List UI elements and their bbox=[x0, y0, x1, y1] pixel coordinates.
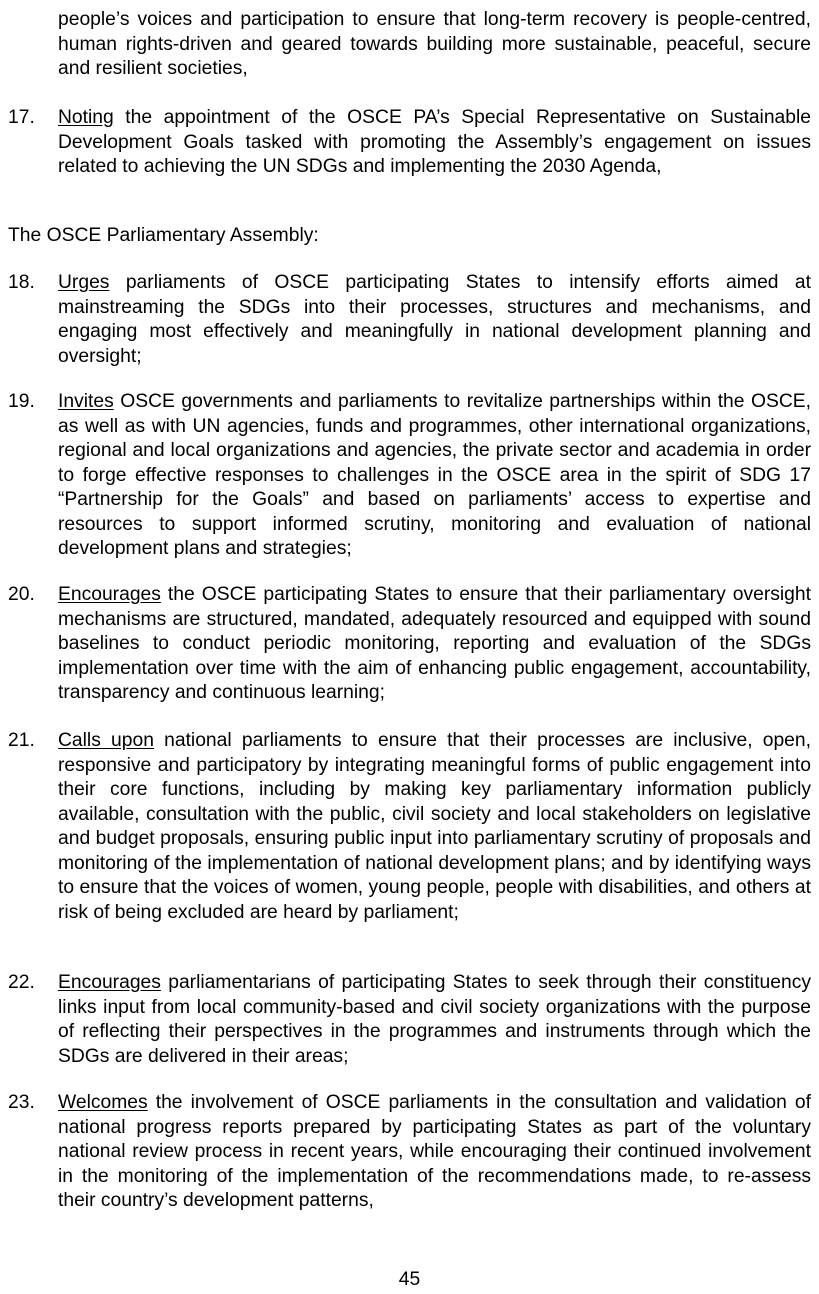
paragraph-17 bbox=[58, 106, 811, 180]
page-number: 45 bbox=[398, 1269, 421, 1290]
paragraph-number-21: 21. bbox=[8, 730, 35, 751]
paragraph-21 bbox=[58, 729, 811, 925]
paragraph-body: OSCE governments and parliaments to revitalize partnerships within the OSCE, as well as with UN agencies, funds and programmes, other international organizations, regional and local organizations and agencies, the private sector and academia in order to forge effective responses to challenges in the OSCE area in the spirit of SDG 17 “Partnership for the Goals” and based on parliaments’ access to expertise and resources to support informed scrutiny, monitoring and evaluation of national development plans and strategies; bbox=[58, 391, 811, 559]
paragraph-number-23: 23. bbox=[8, 1092, 35, 1113]
operative-verb: Encourages bbox=[58, 972, 161, 993]
paragraph-number-18: 18. bbox=[8, 272, 35, 293]
operative-verb: Invites bbox=[58, 391, 114, 412]
paragraph-23 bbox=[58, 1091, 811, 1214]
paragraph-body: parliamentarians of participating States to seek through their constituency links input from local community-based and civil society organizations with the purpose of reflecting their perspectives in the programmes and instruments through which the SDGs are delivered in their areas; bbox=[58, 972, 811, 1067]
paragraph-body: national parliaments to ensure that their processes are inclusive, open, responsive and participatory by integrating meaningful forms of public engagement into their core functions, including by making key parliamentary information publicly available, consultation with the public, civil society and local stakeholders on legislative and budget proposals, ensuring public input into parliamentary scrutiny of proposals and monitoring of the implementation of national development plans; and by identifying ways to ensure that the voices of women, young people, people with disabilities, and others at risk of being excluded are heard by parliament; bbox=[58, 730, 811, 923]
paragraph-20 bbox=[58, 583, 811, 706]
operative-verb: Noting bbox=[58, 107, 114, 128]
paragraph-body: the OSCE participating States to ensure that their parliamentary oversight mechanisms are structured, mandated, adequately resourced and equipped with sound baselines to conduct periodic monitoring, reporting and evaluation of the SDGs implementation over time with the aim of enhancing public engagement, accountability, transparency and continuous learning; bbox=[58, 584, 811, 703]
operative-verb: Urges bbox=[58, 272, 110, 293]
paragraph-number-20: 20. bbox=[8, 584, 35, 605]
paragraph-19 bbox=[58, 390, 811, 562]
paragraph-number-17: 17. bbox=[8, 107, 35, 128]
paragraph-number-19: 19. bbox=[8, 391, 35, 412]
operative-verb: Calls upon bbox=[58, 730, 154, 751]
paragraph-22 bbox=[58, 971, 811, 1069]
paragraph-body: the involvement of OSCE parliaments in the consultation and validation of national progress reports prepared by participating States as part of the voluntary national review process in recent years, while encouraging their continued involvement in the monitoring of the implementation of the recommendations made, to re-assess their country’s development patterns, bbox=[58, 1092, 811, 1211]
paragraph-body: the appointment of the OSCE PA’s Special Representative on Sustainable Development Goals tasked with promoting the Assembly’s engagement on issues related to achieving the UN SDGs and implementing the 2030 Agenda, bbox=[58, 107, 811, 177]
paragraph-18 bbox=[58, 271, 811, 369]
paragraph-body: parliaments of OSCE participating States to intensify efforts aimed at mainstreaming the SDGs into their processes, structures and mechanisms, and engaging most effectively and meaningfully in national development planning and oversight; bbox=[58, 272, 811, 367]
operative-verb: Encourages bbox=[58, 584, 161, 605]
paragraph-number-22: 22. bbox=[8, 972, 35, 993]
continuation-text: people’s voices and participation to ensure that long-term recovery is people-centred, human rights-driven and geared towards building more sustainable, peaceful, secure and resilient societies, bbox=[58, 9, 811, 79]
assembly-intro: The OSCE Parliamentary Assembly: bbox=[8, 225, 319, 246]
operative-verb: Welcomes bbox=[58, 1092, 148, 1113]
